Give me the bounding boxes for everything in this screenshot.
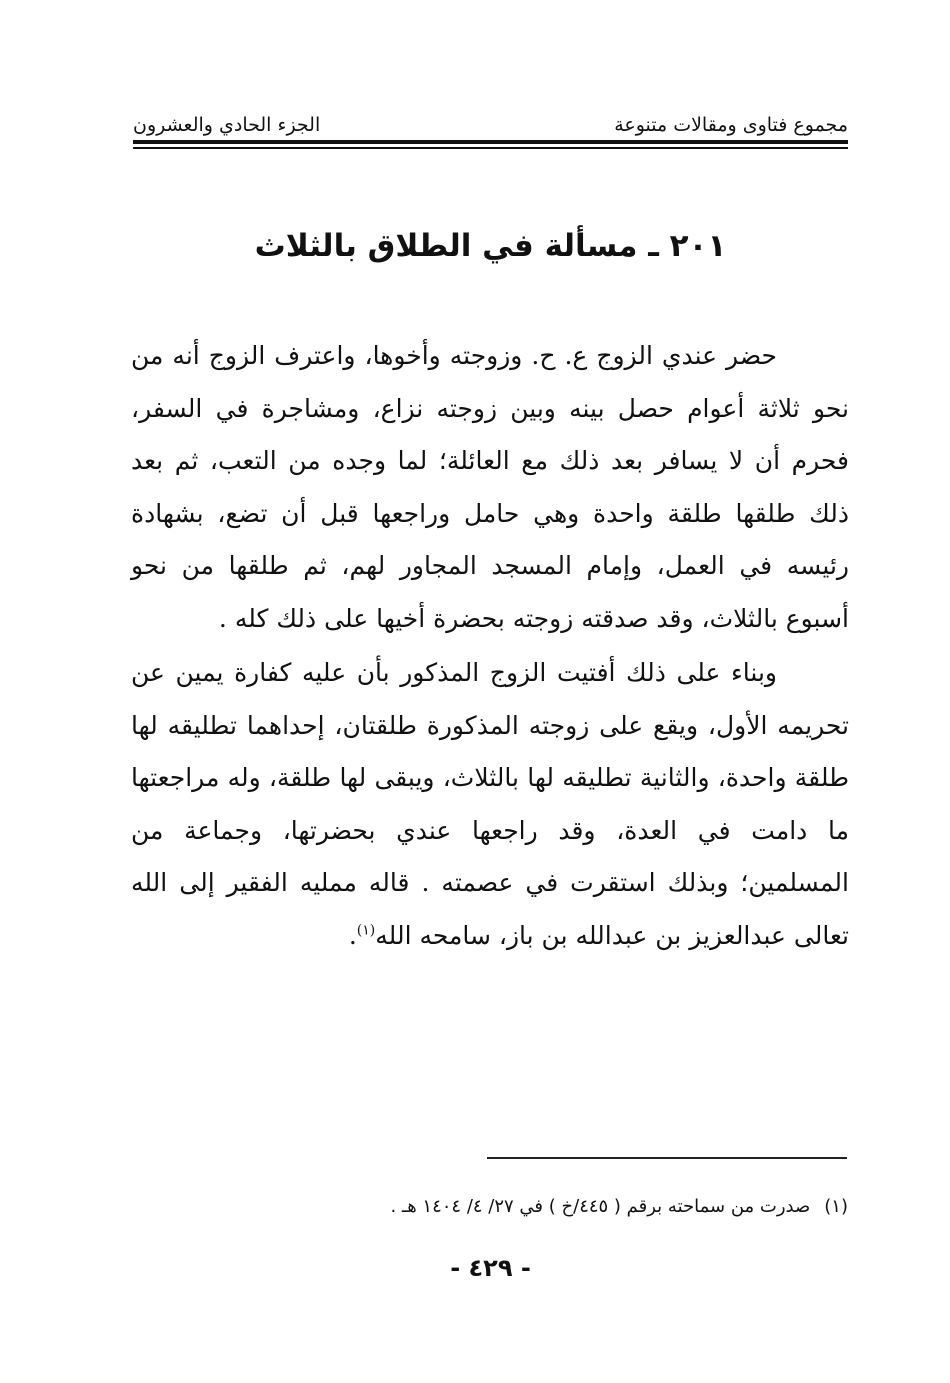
body-paragraph-2 [131, 647, 849, 962]
footnote [133, 1192, 848, 1222]
header-book-title: مجموع فتاوى ومقالات متنوعة [614, 114, 848, 136]
footnote-text: صدرت من سماحته برقم ( ٤٤٥/خ ) في ٢٧/ ٤/ ١٤٠٤ هـ . [390, 1196, 811, 1217]
page-number: - ٤٢٩ - [450, 1254, 531, 1282]
closing-dot: . [348, 920, 357, 950]
article-title: ٢٠١ ـ مسألة في الطلاق بالثلاث [254, 228, 727, 264]
article-body [131, 330, 849, 962]
body-paragraph-1: حضر عندي الزوج ع. ح. وزوجته وأخوها، واعترف الزوج أنه من نحو ثلاثة أعوام حصل بينه وبين زوجته نزاع، ومشاجرة في السفر، فحرم أن لا يسافر بعد ذلك مع العائلة؛ لما وجده من التعب، ثم بعد ذلك طلقها طلقة واحدة وهي حامل وراجعها قبل أن تضع، بشهادة رئيسه في العمل، وإمام المسجد المجاور لهم، ثم طلقها من نحو أسبوع بالثلاث، وقد صدقته زوجته بحضرة أخيها على ذلك كله . [131, 341, 849, 633]
running-header [133, 102, 848, 136]
header-rule-thin [133, 147, 848, 149]
header-volume: الجزء الحادي والعشرون [133, 114, 321, 136]
footnote-number: (١) [824, 1196, 848, 1217]
body-paragraph-2-text: وبناء على ذلك أفتيت الزوج المذكور بأن عليه كفارة يمين عن تحريمه الأول، ويقع على زوجته المذكورة طلقتان، إحداهما تطليقه لها طلقة واحدة، والثانية تطليقه لها بالثلاث، ويبقى لها طلقة، وله مراجعتها ما دامت في العدة، وقد راجعها عندي بحضرتها، وجماعة من المسلمين؛ وبذلك استقرت في عصمته . قاله ممليه الفقير إلى الله تعالى عبدالعزيز بن عبدالله بن باز، سامحه الله [131, 658, 849, 950]
footnote-reference[interactable]: (١) [356, 922, 376, 939]
header-rule-thick [133, 140, 848, 144]
footnote-separator [487, 1157, 847, 1159]
